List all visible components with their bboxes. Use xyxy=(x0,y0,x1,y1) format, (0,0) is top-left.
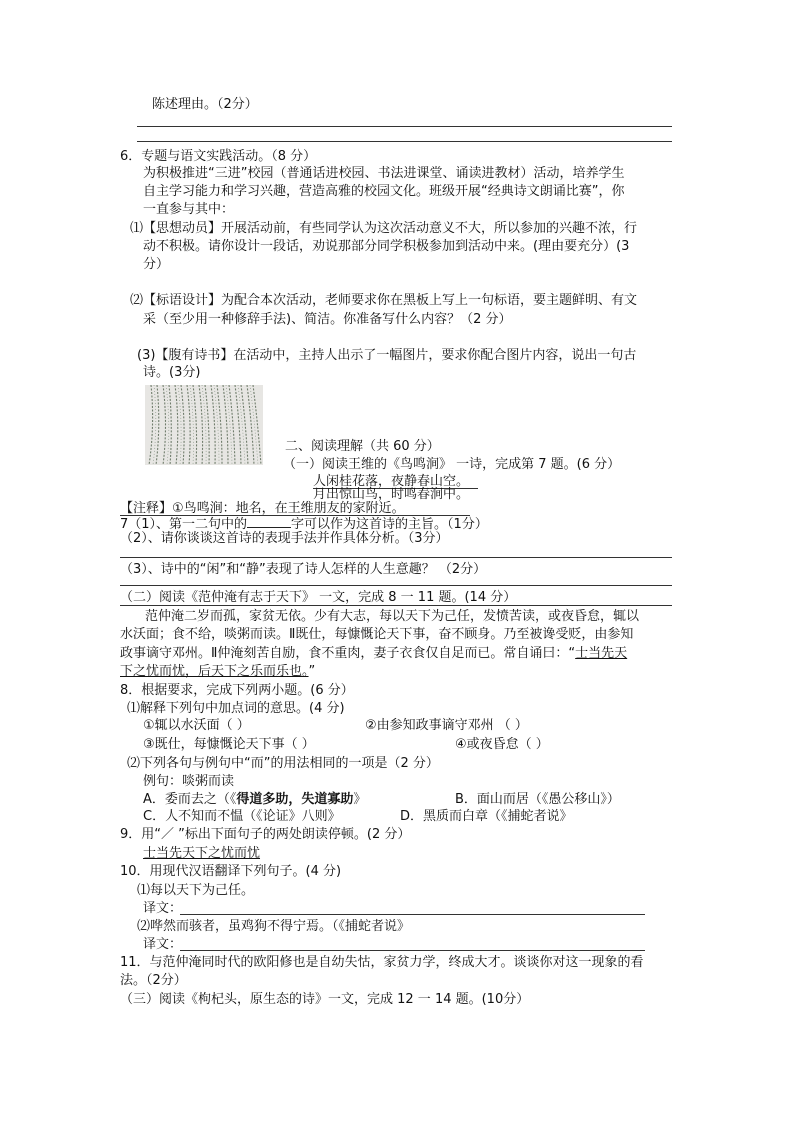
passage-underlined: 士当先天 xyxy=(575,646,628,661)
passage-line: 范仲淹二岁而孤，家贫无依。少有大志，每以天下为己任，发愤苦读，或夜昏怠，辄以 xyxy=(145,609,640,624)
q7-1-prefix: 7（1）、第一二句中的 xyxy=(120,517,248,532)
q11-line: 11．与范仲淹同时代的欧阳修也是自幼失怙，家贫力学，终成大才。谈谈你对这一现象的看 xyxy=(120,955,644,970)
q6-3-line: (3)【腹有诗书】在活动中，主持人出示了一幅图片，要求你配合图片内容，说出一句古 xyxy=(137,348,637,363)
poem-note: 【注释】①鸟鸣涧：地名，在王维朋友的家附近。 xyxy=(120,501,405,516)
section-2-2-title: （二）阅读《范仲淹有志于天下》 一文，完成 8 一 11 题。(14 分） xyxy=(120,590,517,605)
q7-1-blank[interactable] xyxy=(247,527,291,528)
q6-1-line: ⑴【思想动员】开展活动前，有些同学认为这次活动意义不大，所以参加的兴趣不浓，行 xyxy=(130,221,638,236)
passage-line xyxy=(120,645,627,663)
q8-2: ⑵下列各句与例句中“而”的用法相同的一项是（2 分） xyxy=(127,756,439,771)
q6-1-line: 动不积极。请你设计一段话，劝说那部分同学积极参加到活动中来。(理由要充分）(3 xyxy=(143,239,630,254)
q8-2-option-a xyxy=(143,791,366,809)
q8-2-option-c: C．人不知而不愠（《论证》八则》 xyxy=(143,809,341,824)
q8-2-option-b: B．面山而居（《愚公移山》） xyxy=(455,792,620,807)
q6-2-line: 采（至少用一种修辞手法)、简洁。你准备写什么内容？（2 分） xyxy=(143,312,512,327)
translation-answer-line[interactable] xyxy=(180,950,645,951)
answer-line xyxy=(137,126,672,127)
q6-2-line: ⑵【标语设计】为配合本次活动，老师要求你在黑板上写上一句标语，要主题鲜明、有文 xyxy=(130,293,638,308)
q8-1-item: ③既仕，每慷慨论天下事（ ） xyxy=(143,737,315,752)
q8-2-example: 例句：啖粥而读 xyxy=(143,774,235,789)
passage-line: 水沃面；食不给，啖粥而读。Ⅱ既仕，每慷慨论天下事，奋不顾身。乃至被谗受贬，由参知 xyxy=(120,627,634,642)
q8-1-item: ④或夜昏怠（ ） xyxy=(455,737,549,752)
willow-branches-image xyxy=(145,385,263,465)
q7-3: （3）、诗中的“闲”和“静”表现了诗人怎样的人生意趣？ （2分） xyxy=(120,562,487,577)
q8-1-item: ①辄以水沃面（ ） xyxy=(143,718,250,733)
section-2-title: 二、阅读理解（共 60 分） xyxy=(285,439,440,454)
q6-paragraph-line: 一直参与其中： xyxy=(143,202,235,217)
passage-quote-end: ” xyxy=(308,664,316,679)
q10-2-translation-label: 译文： xyxy=(143,937,183,952)
q7-2: （2）、请你谈谈这首诗的表现手法并作具体分析。（3分） xyxy=(120,531,449,546)
q9-title: 9．用“／ ”标出下面句子的两处朗读停顿。(2 分） xyxy=(120,827,411,842)
q6-paragraph-line: 自主学习能力和学习兴趣，营造高雅的校园文化。班级开展“经典诗文朗诵比赛”，你 xyxy=(143,184,625,199)
option-a-bold: 得道多助，失道寡助 xyxy=(236,792,354,807)
q9-sentence: 士当先天下之忧而忧 xyxy=(143,846,261,861)
poem-line-2: 月出惊山鸟，时鸣春涧中。 xyxy=(313,487,470,502)
passage-line xyxy=(120,663,315,681)
q6-title: 6．专题与语文实践活动。（8 分） xyxy=(120,149,317,164)
answer-line xyxy=(120,585,672,586)
q11-line: 法。（2分） xyxy=(120,973,187,988)
q10-2: ⑵哗然而骇者，虽鸡狗不得宁焉。（《捕蛇者说》 xyxy=(137,919,411,934)
option-a-text: A．委而去之（《 xyxy=(143,792,237,807)
q8-title: 8．根据要求，完成下列两小题。(6 分） xyxy=(120,683,354,698)
section-2-3-title: （三）阅读《枸杞头，原生态的诗》一文，完成 12 一 14 题。(10分） xyxy=(120,992,530,1007)
q8-1: ⑴解释下列句中加点词的意思。(4 分) xyxy=(127,701,345,716)
q6-1-line: 分） xyxy=(143,257,170,272)
q8-2-option-d: D．黑质而白章（《捕蛇者说》 xyxy=(400,809,573,824)
q6-paragraph-line: 为积极推进“三进”校园（普通话进校园、书法进课堂、诵读进教材）活动，培养学生 xyxy=(143,166,625,181)
answer-line xyxy=(120,557,672,558)
q10-1-translation-label: 译文： xyxy=(143,901,183,916)
option-a-end: 》 xyxy=(353,792,367,807)
q7-1-suffix: 字可以作为这首诗的主旨。（1分） xyxy=(291,517,488,532)
q8-1-item: ②由参知政事谪守邓州 （ ） xyxy=(365,718,528,733)
passage-underlined: 下之忧而忧，后天下之乐而乐也。 xyxy=(120,664,309,679)
poem-line-1: 人闲桂花落，夜静春山空。 xyxy=(313,474,470,489)
answer-line xyxy=(137,141,672,142)
translation-answer-line[interactable] xyxy=(180,914,645,915)
q6-3-line: 诗。(3分) xyxy=(143,365,201,380)
q10-title: 10．用现代汉语翻译下列句子。(4 分) xyxy=(120,864,342,879)
q10-1: ⑴每以天下为己任。 xyxy=(137,883,255,898)
section-2-1-title: （一）阅读王维的《鸟鸣涧》 一诗，完成第 7 题。(6 分） xyxy=(283,457,621,472)
text-rule xyxy=(120,605,672,606)
passage-text: 政事谪守邓州。Ⅱ仲淹刻苦自励，食不重肉，妻子衣食仅自足而已。常自诵曰：“ xyxy=(120,646,576,661)
q5-reason-text: 陈述理由。（2分） xyxy=(152,97,258,112)
